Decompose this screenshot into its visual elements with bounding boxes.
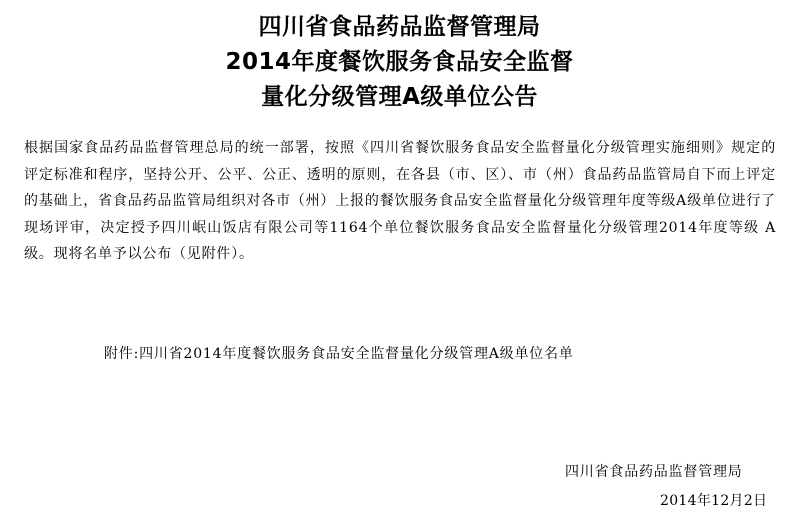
announcement-body: 根据国家食品药品监督管理总局的统一部署，按照《四川省餐饮服务食品安全监督量化分级管理实施细则》规定的评定标准和程序，坚持公开、公平、公正、透明的原则，在各县（市、区）、市（州）食品药品监管局自下而上评定的基础上，省食品药品监管局组织对各市（州）上报的餐饮服务食品安全监督量化分级管理年度等级A级单位进行了现场评审，决定授予四川岷山饭店有限公司等1164个单位餐饮服务食品安全监督量化分级管理2014年度等级 A级。现将名单予以公布（见附件）。 bbox=[24, 140, 776, 262]
document-title bbox=[0, 10, 799, 115]
issuer-signature: 四川省食品药品监督管理局 bbox=[565, 464, 743, 480]
issue-date: 2014年12月2日 bbox=[660, 493, 768, 509]
title-line-year: 2014年度餐饮服务食品安全监督 bbox=[225, 49, 574, 75]
title-line-subject: 量化分级管理A级单位公告 bbox=[261, 84, 538, 110]
title-line-agency: 四川省食品药品监督管理局 bbox=[258, 14, 541, 40]
attachment-note: 附件:四川省2014年度餐饮服务食品安全监督量化分级管理A级单位名单 bbox=[104, 346, 574, 362]
